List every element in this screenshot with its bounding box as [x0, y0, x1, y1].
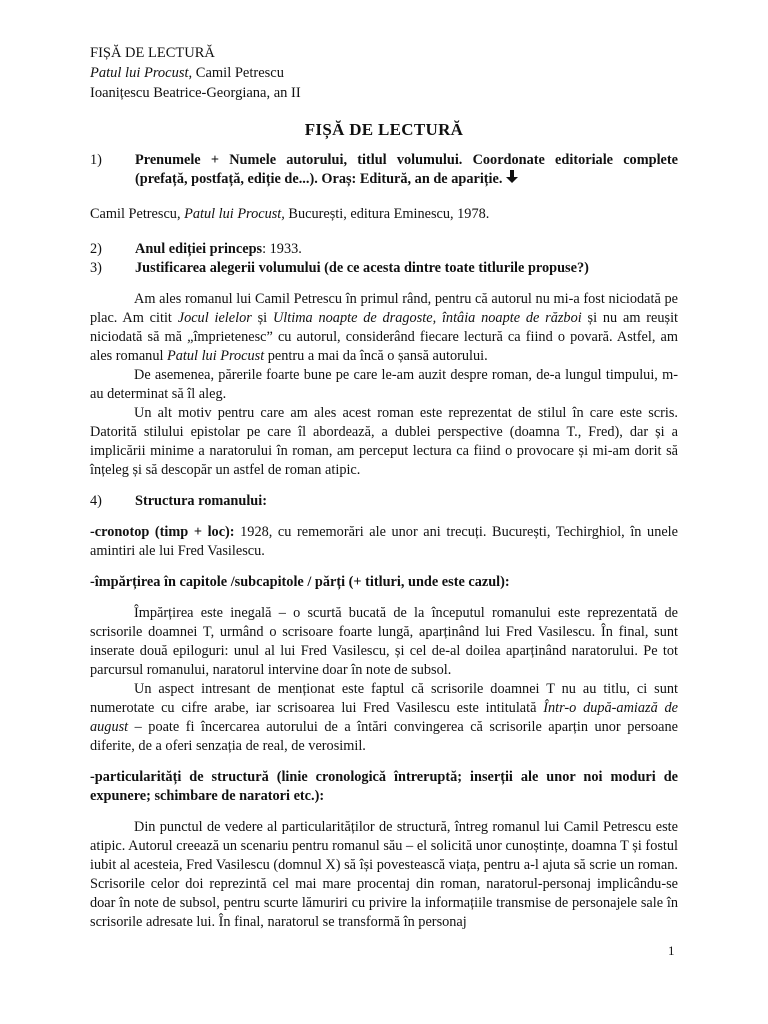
italic-title: Ultima noapte de dragoste, întâia noapte de război [272, 310, 582, 326]
text-run: Am ales romanul lui Camil Petrescu în primul rând, pentru că autorul nu mi-a fost niciodată pe plac. Am citit [90, 291, 678, 326]
header-line-1: FIȘĂ DE LECTURĂ [90, 45, 215, 61]
italic-title: Într-o după-amiază de august [90, 700, 678, 735]
italic-title: Patul lui Procust [167, 348, 265, 364]
text-run: – poate fi încercarea autorului de a întări convingerea că scrisorile aparțin unor persoane diferite, de a oferi senzația de real, de verosimil. [90, 719, 678, 754]
paragraph: Din punctul de vedere al particularităților de structură, întreg romanul lui Camil Petrescu este atipic. Autorul creează un scenariu pentru romanul său – el solicită unor cunoștințe, doamna T și fostul iubit al acesteia, Fred Vasilescu (domnul X) să își povestească viața, pentru a-l ajuta să scrie un roman. Scrisorile celor doi reprezintă cel mai mare procentaj din roman, naratorul-personaj implicându-se doar în note de subsol, pentru scurte lămuriri cu privire la informațiile transmise de personajele sale în scrisorile adresate lui. În final, naratorul se transformă în personaj [90, 819, 678, 930]
paragraph: Un alt motiv pentru care am ales acest roman este reprezentat de stilul în care este scris. Datorită stilului epistolar pe care îl abordează, a dublei perspective (doamna T., Fred), dar și a implicării minime a naratorului în roman, am perceput lectura ca fiind o provocare și mi-am dorit să înțeleg și să descopăr un astfel de roman atipic. [90, 405, 678, 478]
italic-title: Jocul ielelor [177, 310, 252, 326]
question-number: 4) [90, 493, 102, 509]
text-run: Un aspect intresant de menționat este faptul că scrisorile doamnei T nu au titlu, ci sunt numerotate cu cifre arabe, iar scrisoarea lui Fred Vasilescu este intitulată [90, 681, 678, 716]
impartirea-heading: -împărțirea în capitole /subcapitole / părți (+ titluri, unde este cazul): [90, 574, 510, 590]
down-arrow-icon [506, 170, 518, 189]
answer-1 [90, 205, 678, 224]
question-number: 3) [90, 260, 102, 276]
question-text [135, 151, 678, 189]
particularitati-heading: -particularități de structură (linie cronologică întreruptă; inserții ale unor noi moduri de expunere; schimbare de naratori etc.): [90, 769, 678, 804]
question-3 [90, 259, 678, 278]
cronotop-section [90, 523, 678, 561]
answer-1-book: Patul lui Procust, [184, 206, 285, 222]
header-line-2 [90, 63, 301, 83]
paragraph [90, 680, 678, 756]
document-header [90, 43, 301, 103]
header-line-3: Ioanițescu Beatrice-Georgiana, an II [90, 85, 301, 101]
answer-1-author: Camil Petrescu, [90, 206, 185, 222]
question-text [135, 240, 678, 259]
answer-1-rest: București, editura Eminescu, 1978. [284, 206, 490, 222]
paragraph: De asemenea, părerile foarte bune pe care le-am auzit despre roman, de-a lungul timpului, m-au determinat să îl aleg. [90, 367, 678, 402]
question-number: 1) [90, 152, 102, 168]
document-body [90, 151, 678, 932]
paragraph [90, 290, 678, 366]
header-book-title: Patul lui Procust [90, 65, 189, 81]
section-label: -cronotop (timp + loc): [90, 524, 235, 540]
section-text: 1928, cu rememorări ale unor ani trecuți. București, Techirghiol, în unele amintiri ale lui Fred Vasilescu. [90, 524, 678, 559]
question-4 [90, 492, 678, 511]
question-text: Justificarea alegerii volumului (de ce acesta dintre toate titlurile propuse?) [135, 260, 589, 276]
page-title: FIȘĂ DE LECTURĂ [304, 120, 464, 139]
question-1-text: Prenumele + Numele autorului, titlul volumului. Coordonate editoriale complete (prefață, postfață, ediție de...). Oraș: Editură, an de apariție. [135, 152, 678, 187]
header-author: , Camil Petrescu [188, 65, 284, 81]
question-1 [90, 151, 678, 189]
text-run: și nu am reușit niciodată să mă „împrietenesc” cu autorul, considerând fiecare lectură ca fiind o povară. Astfel, am ales romanul [90, 310, 679, 364]
question-2 [90, 240, 678, 259]
question-2-label: Anul ediției princeps [135, 241, 263, 257]
page-number: 1 [668, 943, 675, 958]
question-text: Structura romanului: [135, 493, 267, 509]
text-run: pentru a mai da încă o șansă autorului. [264, 348, 488, 364]
question-number: 2) [90, 241, 102, 257]
question-2-value: : 1933. [262, 241, 302, 257]
text-run: și [251, 310, 273, 326]
paragraph: Împărțirea este inegală – o scurtă bucată de la începutul romanului este reprezentată de scrisorile doamnei T, urmând o scrisoare foarte lungă, aparținând lui Fred Vasilescu. În final, sunt inserate două epiloguri: unul al lui Fred Vasilescu, și cel de-al doilea aparținând naratorului. Pe tot parcursul romanului, naratorul intervine doar în note de subsol. [90, 605, 678, 678]
